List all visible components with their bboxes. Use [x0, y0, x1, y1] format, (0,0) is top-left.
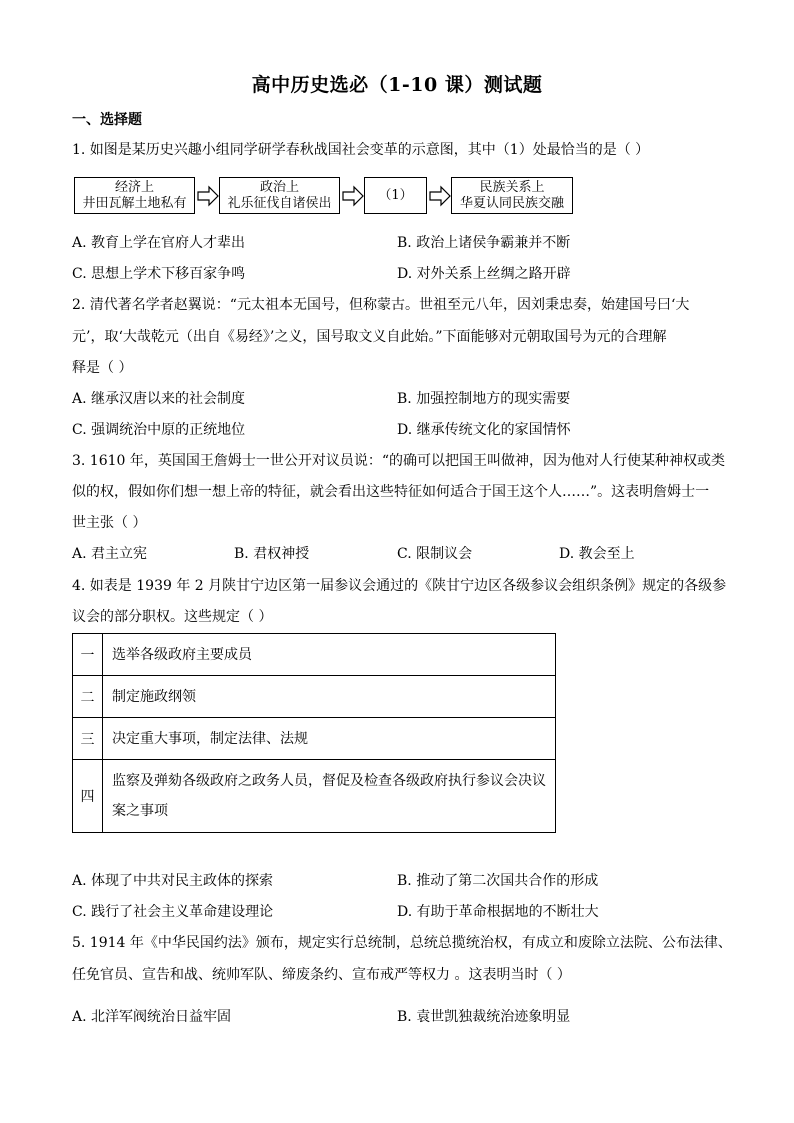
- table-cell-num: 三: [73, 718, 103, 760]
- q3-stem-line2: 似的权，假如你们想一想上帝的特征，就会看出这些特征如何适合于国王这个人……”。这表明詹姆士一: [72, 484, 710, 500]
- table-cell-text: 监察及弹劾各级政府之政务人员，督促及检查各级政府执行参议会决议案之事项: [103, 760, 556, 833]
- q3-option-d[interactable]: D. 教会至上: [559, 546, 635, 562]
- page-title: 高中历史选必（1-10 课）测试题: [251, 74, 543, 96]
- flow-box-economy: [74, 177, 195, 214]
- q1-option-c[interactable]: C. 思想上学术下移百家争鸣: [72, 266, 246, 282]
- flow-box-ethnic: [451, 177, 573, 214]
- q2-option-b[interactable]: B. 加强控制地方的现实需要: [397, 391, 571, 407]
- flow-box-line1: 经济上: [114, 179, 154, 195]
- section-heading: 一、选择题: [72, 112, 142, 128]
- q2-option-d[interactable]: D. 继承传统文化的家国情怀: [397, 422, 571, 438]
- table-row: [73, 676, 556, 718]
- flow-box-line1: 政治上: [259, 179, 299, 195]
- q4-option-a[interactable]: A. 体现了中共对民主政体的探索: [72, 873, 274, 889]
- q5-option-b[interactable]: B. 袁世凯独裁统治迹象明显: [397, 1009, 571, 1025]
- table-cell-text: 决定重大事项，制定法律、法规: [103, 718, 556, 760]
- table-cell-text: 制定施政纲领: [103, 676, 556, 718]
- table-cell-text: 选举各级政府主要成员: [103, 634, 556, 676]
- q5-option-a[interactable]: A. 北洋军阀统治日益牢固: [72, 1009, 232, 1025]
- table-cell-num: 二: [73, 676, 103, 718]
- q2-option-c[interactable]: C. 强调统治中原的正统地位: [72, 422, 246, 438]
- table-row: [73, 634, 556, 676]
- flow-box-politics: [219, 177, 340, 214]
- q2-stem-line2: 元’，取‘大哉乾元（出自《易经》’之义，国号取文义自此始。”下面能够对元朝取国号为元的合理解: [72, 329, 667, 345]
- q1-stem: 1. 如图是某历史兴趣小组同学研学春秋战国社会变革的示意图，其中（1）处最恰当的是（ ）: [72, 142, 650, 158]
- flow-box-line2: 礼乐征伐自诸侯出: [227, 195, 332, 211]
- powers-table: [72, 633, 556, 833]
- q2-option-a[interactable]: A. 继承汉唐以来的社会制度: [72, 391, 246, 407]
- flow-box-line1: （1）: [378, 187, 413, 203]
- arrow-right-icon: [429, 185, 451, 207]
- flow-box-line2: 井田瓦解土地私有: [82, 195, 187, 211]
- flow-box-blank: [364, 177, 427, 214]
- q4-option-c[interactable]: C. 践行了社会主义革命建设理论: [72, 904, 274, 920]
- q1-option-b[interactable]: B. 政治上诸侯争霸兼并不断: [397, 235, 571, 251]
- q3-stem-line3: 世主张（ ）: [72, 515, 147, 531]
- q1-option-a[interactable]: A. 教育上学在官府人才辈出: [72, 235, 246, 251]
- q3-option-c[interactable]: C. 限制议会: [397, 546, 473, 562]
- table-row: [73, 760, 556, 833]
- q4-option-b[interactable]: B. 推动了第二次国共合作的形成: [397, 873, 599, 889]
- table-cell-num: 一: [73, 634, 103, 676]
- q3-stem-line1: 3. 1610 年，英国国王詹姆士一世公开对议员说：“的确可以把国王叫做神，因为他对人行使某种神权或类: [72, 453, 726, 469]
- q4-stem-line1: 4. 如表是 1939 年 2 月陕甘宁边区第一届参议会通过的《陕甘宁边区各级参议会组织条例》规定的各级参: [72, 578, 727, 594]
- flow-box-line2: 华夏认同民族交融: [459, 195, 564, 211]
- q2-stem-line3: 释是（ ）: [72, 360, 133, 376]
- q4-option-d[interactable]: D. 有助于革命根据地的不断壮大: [397, 904, 599, 920]
- table-cell-num: 四: [73, 760, 103, 833]
- q2-stem-line1: 2. 清代著名学者赵翼说：“元太祖本无国号，但称蒙古。世祖至元八年，因刘秉忠奏，始建国号曰‘大: [72, 297, 690, 313]
- q3-option-a[interactable]: A. 君主立宪: [72, 546, 148, 562]
- arrow-right-icon: [197, 185, 219, 207]
- q3-option-b[interactable]: B. 君权神授: [234, 546, 310, 562]
- q4-stem-line2: 议会的部分职权。这些规定（ ）: [72, 609, 273, 625]
- flow-box-line1: 民族关系上: [479, 179, 545, 195]
- q5-stem-line1: 5. 1914 年《中华民国约法》颁布，规定实行总统制，总统总揽统治权，有成立和废除立法院、公布法律、: [72, 935, 732, 951]
- table-row: [73, 718, 556, 760]
- arrow-right-icon: [342, 185, 364, 207]
- q5-stem-line2: 任免官员、宣告和战、统帅军队、缔废条约、宣布戒严等权力 。这表明当时（ ）: [72, 967, 571, 983]
- q1-option-d[interactable]: D. 对外关系上丝绸之路开辟: [397, 266, 571, 282]
